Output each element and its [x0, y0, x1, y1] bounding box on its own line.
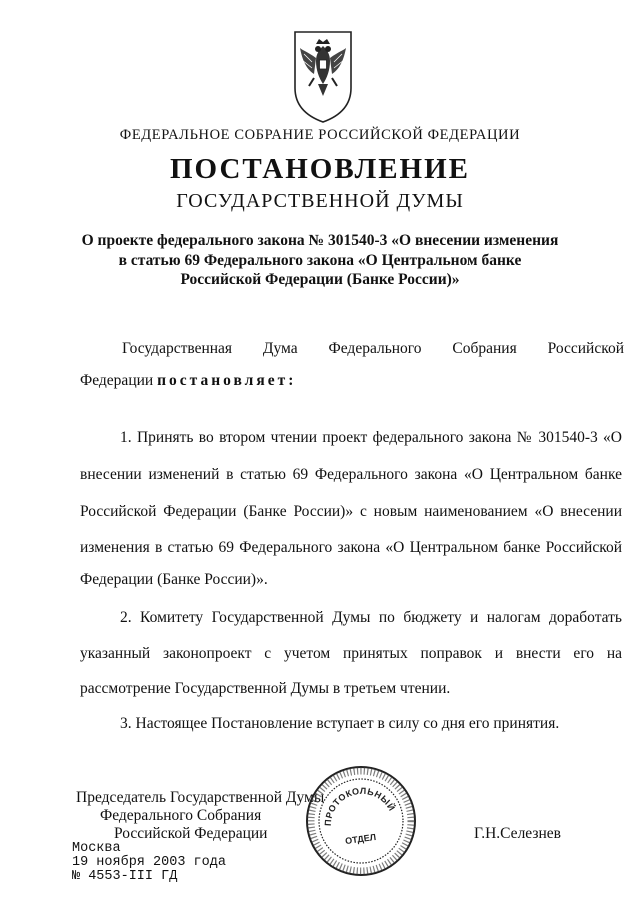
preamble-start: Федерации [80, 372, 154, 389]
paragraph-line: 1. Принять во втором чтении проект федерального закона № 301540-3 «О [120, 429, 622, 446]
paragraph-line: Федерации (Банке России)». [80, 571, 268, 588]
paragraph-line: рассмотрение Государственной Думы в третьем чтении. [80, 680, 451, 697]
preamble-line [80, 372, 296, 390]
document-subtitle: ГОСУДАРСТВЕННОЙ ДУМЫ [176, 190, 464, 212]
coat-of-arms-icon [292, 28, 354, 124]
footer-number: № 4553-III ГД [72, 869, 178, 884]
stamp-center-text: ОТДЕЛ [344, 831, 377, 847]
footer-city: Москва [72, 841, 121, 856]
signer-position: Председатель Государственной Думы [76, 789, 325, 806]
footer-date: 19 ноября 2003 года [72, 855, 226, 870]
signer-position: Российской Федерации [114, 825, 268, 842]
paragraph-line: внесении изменений в статью 69 Федерального закона «О Центральном банке [80, 466, 622, 483]
preamble-line: Государственная Дума Федерального Собрания Российской [122, 340, 624, 357]
preamble-resolves: постановляет: [157, 372, 297, 389]
svg-text:ПРОТОКОЛЬНЫЙ [323, 786, 398, 826]
subject-line: О проекте федерального закона № 301540-3 «О внесении изменения [81, 232, 559, 249]
organization-name: ФЕДЕРАЛЬНОЕ СОБРАНИЕ РОССИЙСКОЙ ФЕДЕРАЦИИ [119, 127, 521, 143]
subject-line: в статью 69 Федерального закона «О Центральном банке [118, 252, 522, 269]
paragraph-line: изменения в статью 69 Федерального закона «О Центральном банке Российской [80, 539, 622, 556]
subject-line: Российской Федерации (Банке России)» [180, 271, 460, 288]
paragraph-line: 2. Комитету Государственной Думы по бюджету и налогам доработать [120, 609, 622, 626]
signer-position: Федерального Собрания [100, 807, 262, 824]
paragraph-line: указанный законопроект с учетом принятых поправок и внести его на [80, 645, 622, 662]
stamp-arc-text: ПРОТОКОЛЬНЫЙ [322, 785, 398, 827]
paragraph-line: Российской Федерации (Банке России)» с новым наименованием «О внесении [80, 503, 622, 520]
signer-name: Г.Н.Селезнев [474, 825, 561, 842]
paragraph-line: 3. Настоящее Постановление вступает в силу со дня его принятия. [120, 715, 560, 732]
document-title: ПОСТАНОВЛЕНИЕ [169, 153, 470, 185]
official-stamp [304, 764, 418, 878]
